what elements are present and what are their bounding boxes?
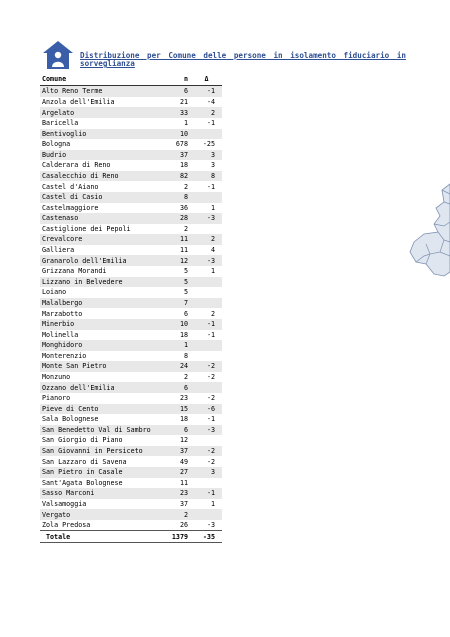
- delta-cell: -3: [191, 425, 222, 436]
- total-label: Totale: [40, 531, 160, 543]
- comuni-table-container: [40, 74, 222, 543]
- comune-cell: Valsamoggia: [42, 499, 87, 508]
- table-row: [40, 330, 222, 341]
- comune-cell: Monterenzio: [42, 351, 87, 360]
- count-cell: 1: [160, 340, 191, 351]
- comune-cell: Crevalcore: [40, 234, 160, 245]
- delta-cell: [191, 382, 222, 393]
- table-row: [40, 298, 222, 309]
- table-row: [40, 150, 222, 161]
- table-row: [40, 203, 222, 214]
- table-row: [40, 181, 222, 192]
- count-cell: 2: [183, 373, 188, 381]
- count-cell: 1: [183, 119, 188, 128]
- count-cell: 23: [179, 394, 188, 403]
- comune-cell: Castel di Casio: [40, 192, 160, 203]
- delta-cell: -3: [206, 521, 215, 530]
- table-row: [40, 382, 222, 393]
- comune-cell: Pieve di Cento: [40, 404, 160, 415]
- table-row: [40, 340, 222, 351]
- comuni-table: [40, 74, 222, 543]
- table-row: [40, 255, 222, 266]
- table-row: [40, 171, 222, 182]
- table-row: [40, 456, 222, 467]
- delta-cell: 3: [191, 467, 222, 478]
- comune-cell: Sant'Agata Bolognese: [42, 478, 123, 487]
- delta-cell: [191, 224, 222, 235]
- comune-cell: Castenaso: [40, 213, 160, 224]
- document-header: [42, 40, 412, 74]
- count-cell: 6: [183, 309, 188, 318]
- count-cell: 36: [179, 203, 188, 212]
- table-row: [40, 478, 222, 489]
- count-cell: 37: [160, 150, 191, 161]
- table-row: [40, 118, 222, 129]
- delta-cell: -1: [206, 182, 215, 191]
- count-cell: 12: [179, 436, 188, 445]
- count-cell: 10: [160, 129, 191, 140]
- count-cell: 18: [179, 161, 188, 170]
- count-cell: 5: [160, 277, 191, 288]
- count-cell: 21: [179, 97, 188, 106]
- delta-cell: [191, 509, 222, 520]
- count-cell: 27: [160, 467, 191, 478]
- count-cell: 82: [160, 171, 191, 182]
- delta-cell: -4: [206, 97, 215, 106]
- table-row: [40, 414, 222, 425]
- table-row: [40, 435, 222, 446]
- column-header-delta: Δ: [191, 74, 222, 86]
- count-cell: 37: [160, 446, 191, 457]
- comune-cell: Zola Predosa: [42, 521, 91, 530]
- delta-cell: [191, 129, 222, 140]
- delta-cell: 1: [210, 499, 215, 508]
- comune-cell: Bologna: [42, 140, 71, 149]
- table-row: [40, 139, 222, 150]
- comune-cell: Castelmaggiore: [42, 203, 99, 212]
- comune-cell: Malalbergo: [40, 298, 160, 309]
- delta-cell: [191, 192, 222, 203]
- table-row: [40, 107, 222, 118]
- comune-cell: San Benedetto Val di Sambro: [40, 425, 160, 436]
- table-row: [40, 319, 222, 330]
- delta-cell: -3: [191, 255, 222, 266]
- comune-cell: Ozzano dell'Emilia: [40, 382, 160, 393]
- table-row: [40, 224, 222, 235]
- comune-cell: Castel d'Aiano: [42, 182, 99, 191]
- comune-cell: Monzuno: [42, 373, 71, 381]
- count-cell: 49: [179, 457, 188, 466]
- comune-cell: Casalecchio di Reno: [40, 171, 160, 182]
- count-cell: 2: [183, 224, 188, 233]
- table-row: [40, 129, 222, 140]
- count-cell: 6: [160, 86, 191, 97]
- count-cell: 12: [160, 255, 191, 266]
- table-row: [40, 213, 222, 224]
- delta-cell: [191, 298, 222, 309]
- delta-cell: -1: [191, 319, 222, 330]
- table-row: [40, 160, 222, 171]
- total-delta: -35: [191, 531, 222, 543]
- count-cell: 18: [179, 415, 188, 424]
- delta-cell: [191, 287, 222, 298]
- delta-cell: 3: [210, 161, 215, 170]
- delta-cell: -1: [206, 119, 215, 128]
- comune-cell: Loiano: [42, 288, 67, 297]
- count-cell: 10: [160, 319, 191, 330]
- table-row: [40, 361, 222, 372]
- house-icon: [42, 40, 74, 70]
- table-row: [40, 351, 222, 362]
- count-cell: 33: [160, 107, 191, 118]
- table-row: [40, 86, 222, 97]
- delta-cell: 1: [210, 267, 215, 276]
- delta-cell: -25: [202, 140, 215, 149]
- count-cell: 5: [183, 267, 188, 276]
- count-cell: 23: [160, 488, 191, 499]
- count-cell: 7: [160, 298, 191, 309]
- comune-cell: Sala Bolognese: [42, 415, 99, 424]
- comune-cell: San Giovanni in Persiceto: [40, 446, 160, 457]
- delta-cell: [191, 277, 222, 288]
- count-cell: 6: [160, 382, 191, 393]
- table-header-row: [40, 74, 222, 86]
- delta-cell: -2: [191, 361, 222, 372]
- delta-cell: 3: [191, 150, 222, 161]
- delta-cell: -1: [191, 488, 222, 499]
- count-cell: 678: [175, 140, 188, 149]
- delta-cell: -1: [206, 330, 215, 339]
- column-header-n: n: [160, 74, 191, 86]
- comune-cell: San Giorgio di Piano: [42, 436, 123, 445]
- table-row: [40, 234, 222, 245]
- comune-cell: Bentivoglio: [40, 129, 160, 140]
- table-row: [40, 245, 222, 256]
- comune-cell: Lizzano in Belvedere: [40, 277, 160, 288]
- count-cell: 18: [179, 330, 188, 339]
- comune-cell: Budrio: [40, 150, 160, 161]
- count-cell: 15: [160, 404, 191, 415]
- delta-cell: [191, 340, 222, 351]
- comune-cell: Anzola dell'Emilia: [42, 97, 115, 106]
- count-cell: 37: [179, 499, 188, 508]
- delta-cell: [191, 435, 222, 446]
- delta-cell: -2: [206, 457, 215, 466]
- table-row: [40, 425, 222, 436]
- table-row: [40, 446, 222, 457]
- comune-cell: Baricella: [42, 119, 79, 128]
- table-row: [40, 308, 222, 319]
- delta-cell: 4: [210, 246, 215, 255]
- count-cell: 24: [160, 361, 191, 372]
- delta-cell: -3: [191, 213, 222, 224]
- comune-cell: Argelato: [40, 107, 160, 118]
- count-cell: 11: [179, 246, 188, 255]
- count-cell: 26: [179, 521, 188, 530]
- delta-cell: 2: [191, 234, 222, 245]
- table-row: [40, 372, 222, 383]
- table-row: [40, 287, 222, 298]
- count-cell: 2: [160, 509, 191, 520]
- table-row: [40, 97, 222, 108]
- table-row: [40, 488, 222, 499]
- comune-cell: San Lazzaro di Savena: [42, 457, 127, 466]
- comune-cell: Alto Reno Terme: [40, 86, 160, 97]
- comune-cell: Granarolo dell'Emilia: [40, 255, 160, 266]
- delta-cell: [191, 351, 222, 362]
- delta-cell: -2: [206, 394, 215, 403]
- delta-cell: -1: [206, 415, 215, 424]
- comune-cell: Molinella: [42, 330, 79, 339]
- comune-cell: Castiglione dei Pepoli: [42, 224, 131, 233]
- comune-cell: Vergato: [40, 509, 160, 520]
- count-cell: 6: [160, 425, 191, 436]
- delta-cell: 8: [191, 171, 222, 182]
- table-row: [40, 393, 222, 404]
- table-row: [40, 499, 222, 510]
- total-row: [40, 531, 222, 543]
- table-body: [40, 86, 222, 531]
- table-row: [40, 404, 222, 415]
- comune-cell: San Pietro in Casale: [40, 467, 160, 478]
- delta-cell: -2: [191, 446, 222, 457]
- delta-cell: -2: [206, 373, 215, 381]
- count-cell: 2: [183, 182, 188, 191]
- comune-cell: Monghidoro: [40, 340, 160, 351]
- page-title: Distribuzione per Comune delle persone in isolamento fiduciario in sorveglianza: [80, 51, 406, 68]
- delta-cell: 2: [191, 107, 222, 118]
- total-n: 1379: [160, 531, 191, 543]
- count-cell: 11: [179, 478, 188, 487]
- comune-cell: Sasso Marconi: [40, 488, 160, 499]
- column-header-comune: Comune: [40, 74, 160, 86]
- map-fragment: [404, 182, 450, 292]
- delta-cell: 1: [210, 203, 215, 212]
- table-row: [40, 277, 222, 288]
- comune-cell: Monte San Pietro: [40, 361, 160, 372]
- delta-cell: 2: [210, 309, 215, 318]
- delta-cell: [191, 478, 222, 489]
- table-row: [40, 467, 222, 478]
- comune-cell: Minerbio: [40, 319, 160, 330]
- comune-cell: Calderara di Reno: [42, 161, 111, 170]
- comune-cell: Galliera: [42, 246, 75, 255]
- table-row: [40, 520, 222, 531]
- count-cell: 28: [160, 213, 191, 224]
- count-cell: 5: [183, 288, 188, 297]
- table-row: [40, 192, 222, 203]
- count-cell: 11: [160, 234, 191, 245]
- table-row: [40, 266, 222, 277]
- count-cell: 8: [160, 192, 191, 203]
- delta-cell: -1: [191, 86, 222, 97]
- delta-cell: -6: [191, 404, 222, 415]
- table-row: [40, 509, 222, 520]
- count-cell: 8: [183, 351, 188, 360]
- comune-cell: Marzabotto: [42, 309, 83, 318]
- comune-cell: Pianoro: [42, 394, 71, 403]
- comune-cell: Grizzana Morandi: [42, 267, 107, 276]
